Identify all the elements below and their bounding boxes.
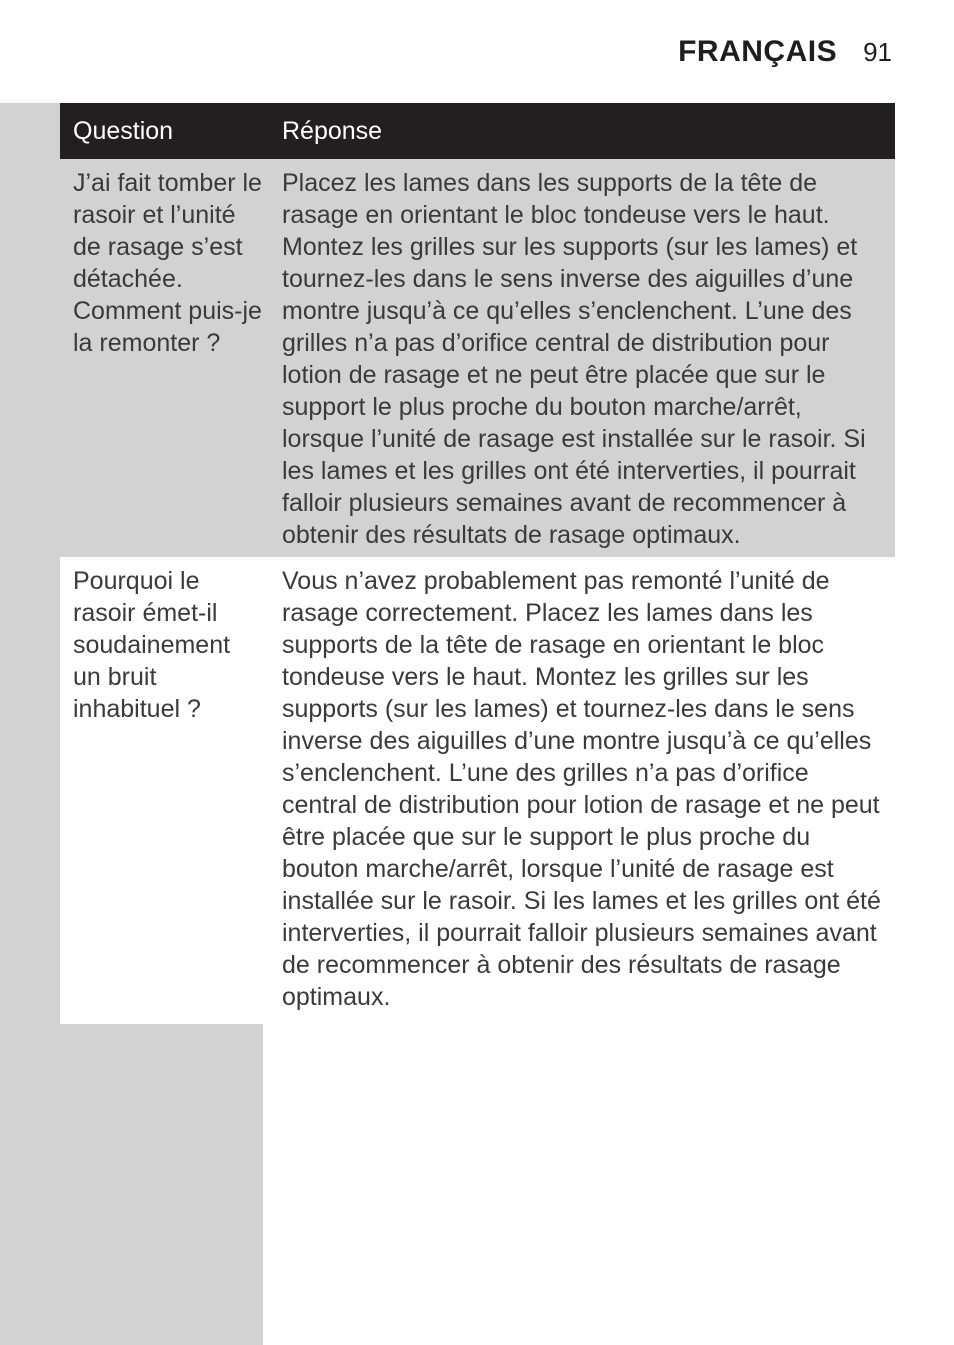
question-cell (60, 557, 269, 1024)
page-number: 91 (863, 36, 892, 67)
page-header (678, 30, 892, 74)
table-header-row (60, 103, 895, 159)
question-text: Pourquoi le rasoir émet-il soudainement un bruit inhabituel ? (73, 567, 231, 723)
answer-cell (269, 557, 895, 1024)
question-text: J’ai fait tomber le rasoir et l’unité de rasage s’est détachée. Comment puis-je la remonter ? (73, 169, 262, 357)
table-row (60, 159, 895, 557)
left-margin-band (0, 103, 60, 1024)
question-cell (60, 159, 269, 557)
table-row (60, 557, 895, 1024)
section-title: FRANÇAIS (678, 35, 838, 68)
answer-text: Vous n’avez probablement pas remonté l’unité de rasage correctement. Placez les lames dans les supports de la tête de rasage en orientant le bloc tondeuse vers le haut. Montez les grilles sur les supports (sur les lames) et tournez-les dans le sens inverse des aiguilles d’une montre jusqu’à ce qu’elles s’enclenchent. L’une des grilles n’a pas d’orifice central de distribution pour lotion de rasage et ne peut être placée que sur le support le plus proche du bouton marche/arrêt, lorsque l’unité de rasage est installée sur le rasoir. Si les lames et les grilles ont été interverties, il pourrait falloir plusieurs semaines avant de recommencer à obtenir des résultats de rasage optimaux. (282, 567, 881, 1011)
faq-table (60, 103, 895, 1024)
column-header-question: Question (73, 116, 174, 145)
answer-text: Placez les lames dans les supports de la tête de rasage en orientant le bloc tondeuse vers le haut. Montez les grilles sur les supports (sur les lames) et tournez-les dans le sens inverse des aiguilles d’une montre jusqu’à ce qu’elles s’enclenchent. L’une des grilles n’a pas d’orifice central de distribution pour lotion de rasage et ne peut être placée que sur le support le plus proche du bouton marche/arrêt, lorsque l’unité de rasage est installée sur le rasoir. Si les lames et les grilles ont été interverties, il pourrait falloir plusieurs semaines avant de recommencer à obtenir des résultats de rasage optimaux. (282, 169, 866, 549)
column-header-answer: Réponse (282, 116, 383, 145)
answer-cell (269, 159, 895, 557)
left-margin-band-lower (0, 1024, 263, 1345)
